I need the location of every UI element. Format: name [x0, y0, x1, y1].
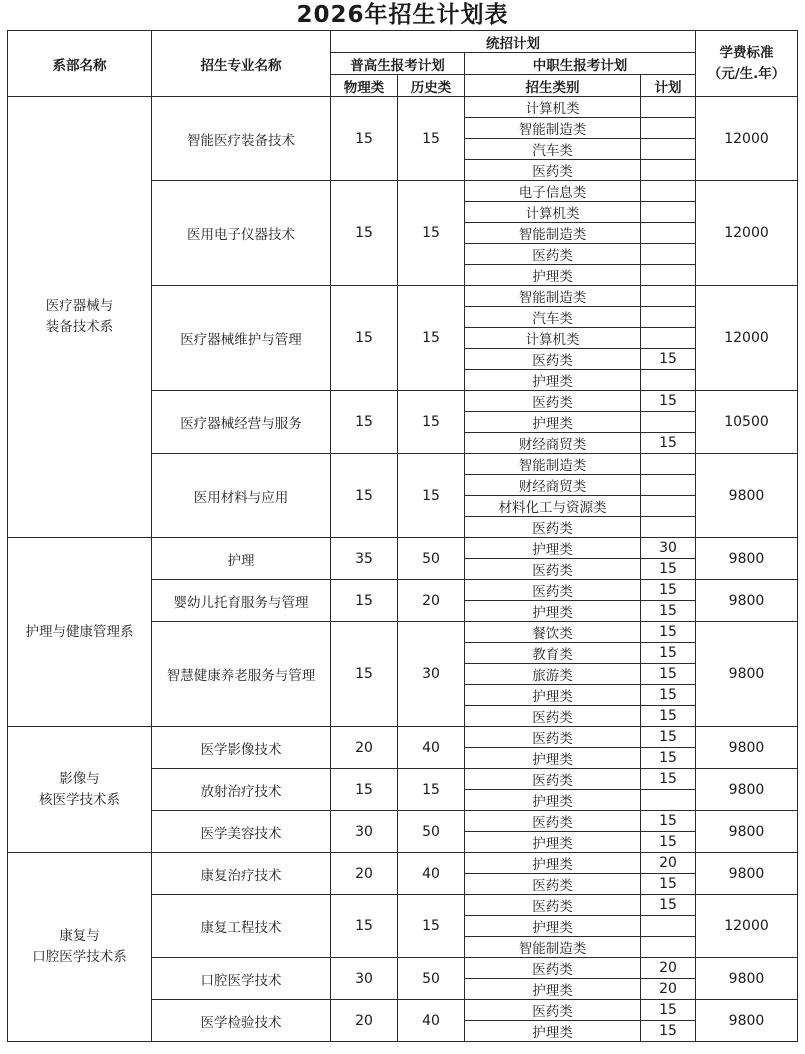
major-name-cell: 智慧健康养老服务与管理 — [152, 622, 331, 727]
plan-cell — [641, 160, 696, 181]
plan-cell: 20 — [641, 853, 696, 874]
enrollment-plan-table — [7, 30, 798, 1042]
history-plan-cell: 50 — [398, 538, 465, 580]
category-cell: 医药类 — [465, 580, 641, 601]
plan-cell: 15 — [641, 748, 696, 769]
history-plan-cell: 15 — [398, 454, 465, 538]
plan-cell — [641, 370, 696, 391]
category-cell: 护理类 — [465, 538, 641, 559]
plan-cell — [641, 97, 696, 118]
fee-cell: 10500 — [696, 391, 798, 454]
fee-cell: 12000 — [696, 181, 798, 286]
major-name-cell: 医用电子仪器技术 — [152, 181, 331, 286]
plan-cell: 15 — [641, 832, 696, 853]
major-name-cell: 医学检验技术 — [152, 1000, 331, 1042]
category-cell: 计算机类 — [465, 328, 641, 349]
category-cell: 医药类 — [465, 559, 641, 580]
plan-cell — [641, 790, 696, 811]
category-cell: 医药类 — [465, 769, 641, 790]
fee-cell: 9800 — [696, 958, 798, 1000]
category-cell: 医药类 — [465, 706, 641, 727]
table-row — [8, 727, 798, 748]
plan-cell: 15 — [641, 706, 696, 727]
dept-name-cell: 护理与健康管理系 — [8, 538, 152, 727]
plan-cell: 15 — [641, 601, 696, 622]
header-general: 普高生报考计划 — [331, 53, 465, 75]
plan-cell — [641, 286, 696, 307]
physics-plan-cell: 30 — [331, 958, 398, 1000]
category-cell: 护理类 — [465, 979, 641, 1000]
physics-plan-cell: 20 — [331, 1000, 398, 1042]
category-cell: 医药类 — [465, 244, 641, 265]
category-cell: 医药类 — [465, 727, 641, 748]
history-plan-cell: 50 — [398, 811, 465, 853]
category-cell: 医药类 — [465, 391, 641, 412]
header-fee: 学费标准 （元/生.年） — [696, 31, 798, 97]
history-plan-cell: 15 — [398, 769, 465, 811]
category-cell: 护理类 — [465, 601, 641, 622]
plan-cell: 15 — [641, 727, 696, 748]
fee-cell: 9800 — [696, 538, 798, 580]
plan-cell: 15 — [641, 1021, 696, 1042]
header-dept: 系部名称 — [8, 31, 152, 97]
fee-cell: 9800 — [696, 454, 798, 538]
category-cell: 护理类 — [465, 412, 641, 433]
table-row — [8, 853, 798, 874]
history-plan-cell: 30 — [398, 622, 465, 727]
category-cell: 汽车类 — [465, 139, 641, 160]
major-name-cell: 护理 — [152, 538, 331, 580]
plan-cell — [641, 265, 696, 286]
major-name-cell: 医疗器械经营与服务 — [152, 391, 331, 454]
history-plan-cell: 15 — [398, 895, 465, 958]
physics-plan-cell: 15 — [331, 454, 398, 538]
plan-cell: 15 — [641, 685, 696, 706]
major-name-cell: 医疗器械维护与管理 — [152, 286, 331, 391]
category-cell: 医药类 — [465, 517, 641, 538]
category-cell: 护理类 — [465, 370, 641, 391]
category-cell: 智能制造类 — [465, 286, 641, 307]
plan-cell: 20 — [641, 958, 696, 979]
plan-cell — [641, 181, 696, 202]
category-cell: 护理类 — [465, 790, 641, 811]
plan-cell — [641, 139, 696, 160]
category-cell: 财经商贸类 — [465, 475, 641, 496]
dept-name-cell: 康复与 口腔医学技术系 — [8, 853, 152, 1042]
category-cell: 餐饮类 — [465, 622, 641, 643]
history-plan-cell: 15 — [398, 391, 465, 454]
dept-name-cell: 影像与 核医学技术系 — [8, 727, 152, 853]
history-plan-cell: 50 — [398, 958, 465, 1000]
header-unified: 统招计划 — [331, 31, 696, 53]
category-cell: 医药类 — [465, 811, 641, 832]
physics-plan-cell: 15 — [331, 181, 398, 286]
category-cell: 护理类 — [465, 853, 641, 874]
table-row — [8, 97, 798, 118]
physics-plan-cell: 15 — [331, 769, 398, 811]
category-cell: 财经商贸类 — [465, 433, 641, 454]
fee-cell: 9800 — [696, 1000, 798, 1042]
plan-cell — [641, 916, 696, 937]
plan-cell — [641, 244, 696, 265]
category-cell: 医药类 — [465, 1000, 641, 1021]
category-cell: 智能制造类 — [465, 454, 641, 475]
plan-cell: 15 — [641, 1000, 696, 1021]
plan-cell: 15 — [641, 391, 696, 412]
plan-cell: 15 — [641, 811, 696, 832]
category-cell: 医药类 — [465, 895, 641, 916]
physics-plan-cell: 35 — [331, 538, 398, 580]
physics-plan-cell: 15 — [331, 895, 398, 958]
physics-plan-cell: 15 — [331, 391, 398, 454]
table-row — [8, 538, 798, 559]
category-cell: 汽车类 — [465, 307, 641, 328]
category-cell: 智能制造类 — [465, 223, 641, 244]
category-cell: 旅游类 — [465, 664, 641, 685]
history-plan-cell: 20 — [398, 580, 465, 622]
fee-cell: 12000 — [696, 97, 798, 181]
fee-cell: 12000 — [696, 286, 798, 391]
category-cell: 医药类 — [465, 160, 641, 181]
dept-name-cell: 医疗器械与 装备技术系 — [8, 97, 152, 538]
plan-cell: 15 — [641, 559, 696, 580]
physics-plan-cell: 15 — [331, 286, 398, 391]
plan-cell: 15 — [641, 349, 696, 370]
category-cell: 医药类 — [465, 874, 641, 895]
plan-cell: 15 — [641, 580, 696, 601]
plan-cell: 15 — [641, 895, 696, 916]
major-name-cell: 智能医疗装备技术 — [152, 97, 331, 181]
category-cell: 电子信息类 — [465, 181, 641, 202]
category-cell: 计算机类 — [465, 97, 641, 118]
category-cell: 护理类 — [465, 916, 641, 937]
plan-cell — [641, 454, 696, 475]
physics-plan-cell: 30 — [331, 811, 398, 853]
major-name-cell: 康复工程技术 — [152, 895, 331, 958]
category-cell: 护理类 — [465, 265, 641, 286]
plan-cell: 15 — [641, 664, 696, 685]
category-cell: 材料化工与资源类 — [465, 496, 641, 517]
plan-cell — [641, 307, 696, 328]
history-plan-cell: 40 — [398, 727, 465, 769]
category-cell: 计算机类 — [465, 202, 641, 223]
physics-plan-cell: 15 — [331, 622, 398, 727]
header-plan: 计划 — [641, 75, 696, 97]
page-title: 2026年招生计划表 — [296, 2, 509, 28]
fee-cell: 9800 — [696, 769, 798, 811]
table-body — [8, 97, 798, 1042]
plan-cell: 15 — [641, 874, 696, 895]
fee-cell: 9800 — [696, 580, 798, 622]
header-major: 招生专业名称 — [152, 31, 331, 97]
plan-cell — [641, 475, 696, 496]
plan-cell — [641, 412, 696, 433]
plan-cell: 30 — [641, 538, 696, 559]
history-plan-cell: 40 — [398, 1000, 465, 1042]
plan-cell — [641, 328, 696, 349]
category-cell: 教育类 — [465, 643, 641, 664]
plan-cell: 15 — [641, 643, 696, 664]
history-plan-cell: 15 — [398, 181, 465, 286]
category-cell: 医药类 — [465, 349, 641, 370]
header-category: 招生类别 — [465, 75, 641, 97]
plan-cell — [641, 118, 696, 139]
history-plan-cell: 15 — [398, 97, 465, 181]
category-cell: 护理类 — [465, 832, 641, 853]
fee-cell: 12000 — [696, 895, 798, 958]
plan-cell: 15 — [641, 769, 696, 790]
history-plan-cell: 15 — [398, 286, 465, 391]
plan-cell: 15 — [641, 433, 696, 454]
fee-cell: 9800 — [696, 622, 798, 727]
plan-cell — [641, 202, 696, 223]
plan-cell: 15 — [641, 622, 696, 643]
physics-plan-cell: 15 — [331, 97, 398, 181]
category-cell: 智能制造类 — [465, 937, 641, 958]
header-physics: 物理类 — [331, 75, 398, 97]
major-name-cell: 医用材料与应用 — [152, 454, 331, 538]
plan-cell — [641, 517, 696, 538]
category-cell: 智能制造类 — [465, 118, 641, 139]
header-history: 历史类 — [398, 75, 465, 97]
physics-plan-cell: 20 — [331, 727, 398, 769]
major-name-cell: 医学美容技术 — [152, 811, 331, 853]
fee-cell: 9800 — [696, 853, 798, 895]
plan-cell — [641, 496, 696, 517]
fee-cell: 9800 — [696, 811, 798, 853]
category-cell: 护理类 — [465, 685, 641, 706]
major-name-cell: 康复治疗技术 — [152, 853, 331, 895]
major-name-cell: 婴幼儿托育服务与管理 — [152, 580, 331, 622]
plan-cell — [641, 937, 696, 958]
physics-plan-cell: 15 — [331, 580, 398, 622]
category-cell: 护理类 — [465, 748, 641, 769]
plan-cell — [641, 223, 696, 244]
fee-cell: 9800 — [696, 727, 798, 769]
major-name-cell: 放射治疗技术 — [152, 769, 331, 811]
physics-plan-cell: 20 — [331, 853, 398, 895]
category-cell: 医药类 — [465, 958, 641, 979]
plan-cell: 20 — [641, 979, 696, 1000]
major-name-cell: 医学影像技术 — [152, 727, 331, 769]
category-cell: 护理类 — [465, 1021, 641, 1042]
header-vocational: 中职生报考计划 — [465, 53, 696, 75]
major-name-cell: 口腔医学技术 — [152, 958, 331, 1000]
history-plan-cell: 40 — [398, 853, 465, 895]
